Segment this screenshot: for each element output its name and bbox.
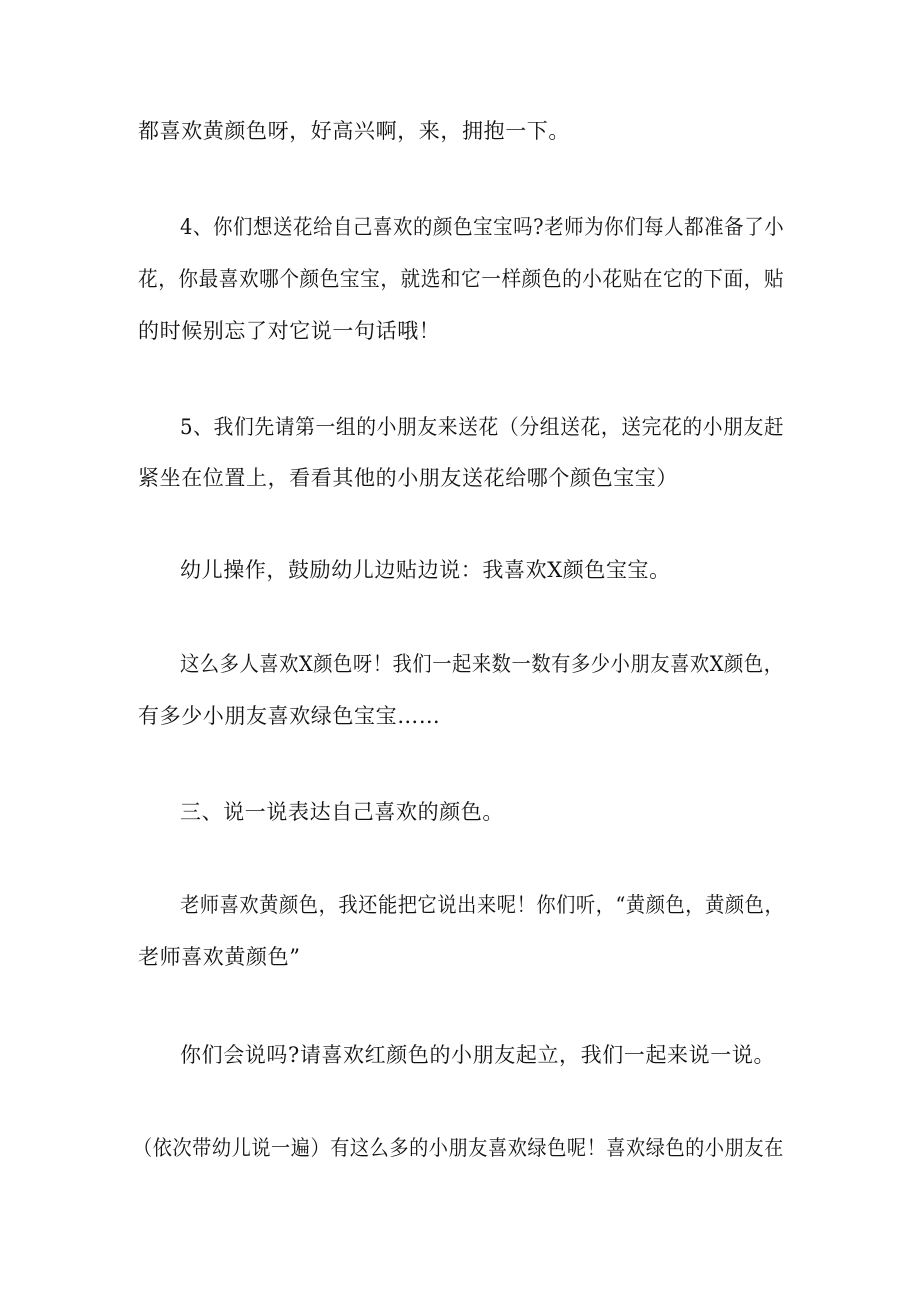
text-line-1: 都喜欢黄颜色呀，好高兴啊，来，拥抱一下。 [138, 119, 570, 143]
text-line-8: 这么多人喜欢X颜色呀！我们一起来数一数有多少小朋友喜欢X颜色， [180, 652, 784, 676]
text-line-12: 老师喜欢黄颜色” [138, 945, 301, 969]
text-line-4: 的时候别忘了对它说一句话哦！ [138, 319, 441, 343]
text-line-9: 有多少小朋友喜欢绿色宝宝…… [138, 704, 441, 728]
text-line-6: 紧坐在位置上，看看其他的小朋友送花给哪个颜色宝宝） [138, 466, 678, 490]
text-line-10: 三、说一说表达自己喜欢的颜色。 [180, 800, 504, 824]
text-line-5: 5、我们先请第一组的小朋友来送花（分组送花，送完花的小朋友赶 [180, 415, 785, 439]
text-line-13: 你们会说吗?请喜欢红颜色的小朋友起立，我们一起来说一说。 [180, 1043, 776, 1067]
text-line-2: 4、你们想送花给自己喜欢的颜色宝宝吗?老师为你们每人都准备了小 [180, 215, 785, 239]
text-line-3: 花，你最喜欢哪个颜色宝宝，就选和它一样颜色的小花贴在它的下面，贴 [138, 267, 785, 291]
text-line-14: （依次带幼儿说一遍）有这么多的小朋友喜欢绿色呢！喜欢绿色的小朋友在 [133, 1136, 784, 1160]
text-line-7: 幼儿操作，鼓励幼儿边贴边说：我喜欢X颜色宝宝。 [180, 558, 671, 582]
text-line-11: 老师喜欢黄颜色，我还能把它说出来呢！你们听，“黄颜色，黄颜色， [180, 893, 785, 917]
